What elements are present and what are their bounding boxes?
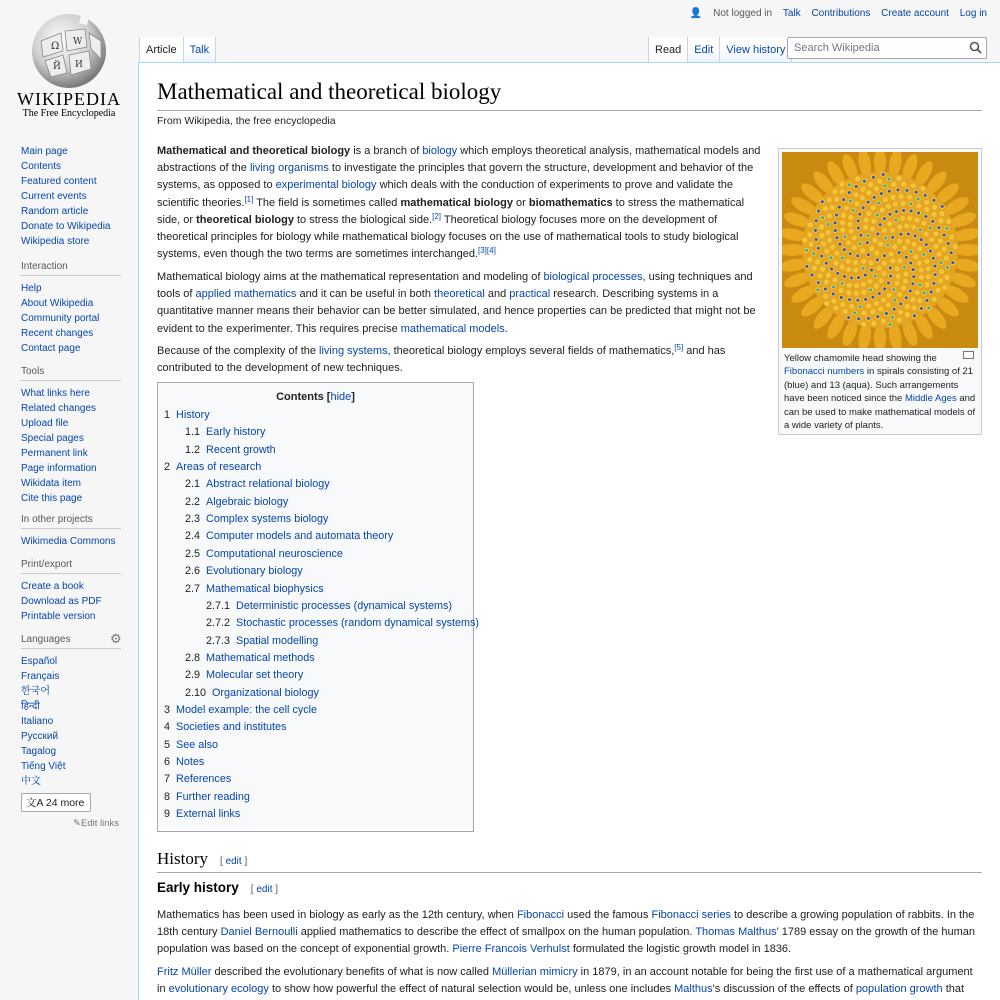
- toc-item[interactable]: [164, 789, 250, 806]
- toc-item[interactable]: [185, 442, 276, 459]
- portal-heading: [21, 631, 122, 649]
- toc-number: 1.1: [185, 426, 201, 439]
- language-link[interactable]: हिन्दी: [21, 701, 40, 712]
- link-population-growth[interactable]: population growth: [855, 983, 943, 996]
- link-middle-ages[interactable]: Middle Ages: [904, 393, 957, 405]
- edit-section-early-history: [ edit ]: [250, 884, 279, 895]
- text: used the famous: [564, 909, 652, 921]
- svg-text:W: W: [73, 37, 83, 47]
- toc-item[interactable]: [164, 719, 286, 736]
- text: ' 1789 essay on the growth of the human population was based on the concept of exponential growth.: [157, 926, 976, 956]
- text: and can be used to make mathematical models of a wide variety of plants.: [784, 393, 976, 432]
- language-link[interactable]: Italiano: [21, 716, 54, 727]
- text: in spirals consisting of 21 (blue) and 13 (aqua). Such arrangements have been noticed since the: [784, 366, 974, 405]
- search-input[interactable]: [787, 37, 987, 59]
- sidebar-item-create-a-book[interactable]: Create a book: [21, 581, 84, 592]
- text: , theoretical biology employs several fields of mathematics,: [387, 345, 675, 357]
- text: , using techniques and tools of: [157, 271, 753, 301]
- toc-number: 2.4: [185, 530, 201, 543]
- citation-1[interactable]: [1]: [244, 194, 254, 204]
- toc-item[interactable]: [185, 685, 319, 702]
- toc-link[interactable]: Areas of research: [176, 461, 262, 474]
- link-practical[interactable]: practical: [509, 288, 551, 301]
- toc-number: 2.1: [185, 478, 201, 491]
- sidebar-item-wikipedia-store[interactable]: Wikipedia store: [21, 236, 90, 247]
- link-living-organisms[interactable]: living organisms: [249, 162, 329, 175]
- tab-edit[interactable]: Edit: [688, 37, 720, 62]
- citation-3[interactable]: [3]: [478, 246, 487, 256]
- svg-text:И: И: [75, 60, 83, 70]
- tagline: The Free Encyclopedia: [22, 108, 116, 119]
- sidebar-item-help[interactable]: Help: [21, 283, 42, 294]
- tab-article[interactable]: Article: [139, 37, 184, 62]
- toc-link[interactable]: Abstract relational biology: [206, 478, 330, 491]
- toc-number: 2.7.1: [206, 599, 231, 612]
- toc-link[interactable]: Model example: the cell cycle: [176, 703, 318, 716]
- translate-icon: 文A: [26, 797, 43, 809]
- intro-paragraph-3: [157, 343, 762, 377]
- section-heading-early-history: [157, 880, 278, 895]
- history-paragraph-1: [157, 907, 982, 959]
- toc-title: Contents [hide]: [276, 391, 355, 403]
- sidebar-item-printable-version[interactable]: Printable version: [21, 611, 96, 622]
- talk-link[interactable]: Talk: [782, 8, 801, 19]
- site-subtitle: From Wikipedia, the free encyclopedia: [157, 115, 336, 127]
- create-account-link[interactable]: Create account: [881, 8, 949, 19]
- text: and has contributed to the development of new techniques.: [157, 345, 726, 375]
- link-experimental-biology[interactable]: experimental biology: [275, 179, 377, 192]
- language-link[interactable]: Français: [21, 671, 60, 682]
- text: in 1879, in an account notable for being the first use of a mathematical argument in: [157, 966, 973, 996]
- language-link[interactable]: 한국어: [21, 686, 50, 697]
- toc-link[interactable]: Societies and institutes: [176, 721, 287, 734]
- toc-number: 3: [164, 703, 171, 716]
- text: to stress the biological side.: [293, 213, 433, 226]
- text: to describe a growing population of rabbits. In the 18th century: [157, 909, 975, 939]
- toc-link[interactable]: Recent growth: [206, 443, 276, 456]
- tab-view-history[interactable]: View history: [720, 37, 792, 62]
- toc-item[interactable]: [164, 754, 204, 771]
- edit-links-label: Edit links: [80, 818, 119, 829]
- toc-number: 4: [164, 721, 171, 734]
- svg-text:Ω: Ω: [51, 41, 60, 52]
- languages-heading: Languages: [21, 634, 71, 645]
- wordmark: WIKIPEDIA: [17, 89, 121, 109]
- toc-item[interactable]: [206, 598, 452, 615]
- toc-title-label: Contents: [276, 391, 324, 403]
- link-fibonacci[interactable]: Fibonacci: [516, 909, 565, 921]
- text: Yellow chamomile head showing the: [784, 353, 937, 364]
- toc-item[interactable]: [164, 407, 210, 424]
- toc-number: 2.7.2: [206, 617, 231, 630]
- chamomile-image[interactable]: [782, 152, 978, 348]
- wikipedia-logo[interactable]: [0, 0, 138, 130]
- citation-2[interactable]: [2]: [432, 211, 442, 221]
- search-placeholder: Search Wikipedia: [794, 42, 880, 54]
- toc-link[interactable]: Further reading: [176, 790, 250, 803]
- link-thomas-malthus[interactable]: Thomas Malthus: [695, 926, 777, 939]
- image-caption: [782, 348, 978, 432]
- toc-number: 2.9: [185, 669, 201, 682]
- toc-item[interactable]: [164, 737, 218, 754]
- citation-4[interactable]: [4]: [486, 246, 496, 256]
- interaction-portal: [21, 261, 121, 356]
- text: to show how powerful the effect of natural selection would be, unless one includes: [268, 983, 675, 996]
- user-icon: 👤: [689, 8, 703, 19]
- gear-icon[interactable]: ⚙: [110, 631, 122, 646]
- portal-heading: Interaction: [21, 261, 121, 276]
- sidebar-item-main-page[interactable]: Main page: [21, 146, 68, 157]
- toc-link[interactable]: Deterministic processes (dynamical systems): [236, 599, 453, 612]
- toc-number: 5: [164, 738, 171, 751]
- toc-link[interactable]: Algebraic biology: [206, 495, 289, 508]
- toc-link[interactable]: History: [176, 409, 210, 421]
- sidebar-item-page-information[interactable]: Page information: [21, 463, 97, 474]
- bold-term: Mathematical and theoretical biology: [157, 145, 351, 157]
- link-verhulst[interactable]: Pierre Francois Verhulst: [452, 943, 570, 956]
- navigation-portal: [21, 144, 121, 249]
- text: that: [942, 983, 965, 996]
- log-in-link[interactable]: Log in: [959, 8, 987, 19]
- infobox-image-frame: [778, 148, 982, 435]
- section-title: Early history: [157, 880, 239, 895]
- toc-item[interactable]: [185, 650, 315, 667]
- toc-link[interactable]: Computer models and automata theory: [206, 530, 394, 543]
- toc-number: 2.6: [185, 565, 201, 578]
- text: research. Describing systems in a quantitative manner means their behavior can be better simulated, and hence properties can be predicted that might not be evident to the experimenter. This requires precise: [157, 288, 756, 335]
- view-tabs: [648, 37, 792, 62]
- text: is a branch of: [350, 145, 423, 157]
- not-logged-in-label: Not logged in: [713, 8, 773, 19]
- toc-link[interactable]: Complex systems biology: [206, 513, 329, 526]
- intro-paragraph-1: [157, 143, 762, 263]
- link-fibonacci-series[interactable]: Fibonacci series: [651, 909, 731, 921]
- toc-link[interactable]: Stochastic processes (random dynamical systems): [236, 617, 480, 630]
- text: The field is sometimes called: [253, 196, 401, 209]
- portal-heading: Tools: [21, 366, 121, 381]
- sidebar-item-contents[interactable]: Contents: [21, 161, 62, 172]
- text: and: [484, 288, 510, 301]
- text: which employs theoretical analysis, mathematical models and abstractions of the: [157, 145, 761, 175]
- toc-link[interactable]: Early history: [206, 426, 266, 439]
- bold-term: theoretical biology: [196, 213, 294, 226]
- wikipedia-globe-icon: [29, 11, 109, 89]
- toc-item[interactable]: [164, 806, 240, 823]
- intro-paragraph-2: [157, 269, 762, 338]
- sidebar-item-recent-changes[interactable]: Recent changes: [21, 328, 94, 339]
- toc-item[interactable]: [185, 581, 324, 598]
- pencil-icon: ✎: [73, 818, 81, 829]
- toc-item[interactable]: [185, 494, 288, 511]
- text: and it can be useful in both: [296, 288, 435, 301]
- text: .: [504, 322, 508, 335]
- more-languages-label: 24 more: [45, 797, 85, 809]
- text: Mathematical biology aims at the mathematical representation and modeling of: [157, 271, 544, 283]
- link-evolutionary-ecology[interactable]: evolutionary ecology: [168, 983, 269, 996]
- bold-term: mathematical biology: [400, 196, 513, 209]
- sidebar-item-what-links-here[interactable]: What links here: [21, 388, 90, 399]
- page-title: Mathematical and theoretical biology: [157, 78, 982, 111]
- toc-number: 2: [164, 461, 171, 474]
- toc-link[interactable]: Spatial modelling: [236, 634, 319, 647]
- toc-number: 8: [164, 790, 171, 803]
- link-mullerian-mimicry[interactable]: Müllerian mimicry: [492, 966, 578, 978]
- sidebar-item-special-pages[interactable]: Special pages: [21, 433, 84, 444]
- toc-item[interactable]: [185, 546, 343, 563]
- toc-item[interactable]: [185, 511, 328, 528]
- toc-item[interactable]: [164, 702, 317, 719]
- sidebar-item-related-changes[interactable]: Related changes: [21, 403, 97, 414]
- more-languages-button[interactable]: [21, 793, 91, 812]
- text: which deals with the conduction of experiments to prove and validate the scientific theories.: [157, 179, 734, 209]
- section-heading-history: [157, 849, 982, 873]
- text: applied mathematics to describe the effect of smallpox on the human population.: [297, 926, 696, 939]
- tab-talk[interactable]: Talk: [184, 37, 217, 62]
- toc-number: 1: [164, 409, 171, 421]
- link-living-systems[interactable]: living systems: [319, 345, 388, 357]
- toc-number: 2.2: [185, 495, 201, 508]
- projects-portal: [21, 514, 121, 549]
- link-mathematical-models[interactable]: mathematical models: [400, 322, 505, 335]
- toc-number: 6: [164, 756, 171, 768]
- language-link[interactable]: 中文: [21, 776, 41, 787]
- toc-link[interactable]: Notes: [176, 756, 205, 768]
- toc-item[interactable]: [185, 528, 393, 545]
- toc-number: 2.10: [185, 686, 207, 699]
- sidebar-item-random-article[interactable]: Random article: [21, 206, 89, 217]
- sidebar-item-permanent-link[interactable]: Permanent link: [21, 448, 88, 459]
- link-malthus[interactable]: Malthus: [674, 983, 713, 996]
- link-fritz-muller[interactable]: Fritz Müller: [157, 966, 212, 978]
- sidebar-item-upload-file[interactable]: Upload file: [21, 418, 69, 429]
- language-link[interactable]: Tagalog: [21, 746, 57, 757]
- language-link[interactable]: Русский: [21, 731, 59, 742]
- link-biological-processes[interactable]: biological processes: [543, 271, 643, 283]
- toc-item[interactable]: [185, 563, 303, 580]
- link-daniel-bernoulli[interactable]: Daniel Bernoulli: [220, 926, 298, 939]
- link-applied-mathematics[interactable]: applied mathematics: [195, 288, 297, 301]
- language-link[interactable]: Español: [21, 656, 58, 667]
- sidebar-item-download-as-pdf[interactable]: Download as PDF: [21, 596, 102, 607]
- sidebar-item-community-portal[interactable]: Community portal: [21, 313, 100, 324]
- sidebar-item-wikimedia-commons[interactable]: Wikimedia Commons: [21, 536, 116, 547]
- personal-tools: [674, 8, 987, 19]
- toc-number: 2.5: [185, 547, 201, 560]
- toc-number: 2.8: [185, 651, 201, 664]
- bold-term: biomathematics: [528, 196, 613, 209]
- toc-item[interactable]: [185, 667, 303, 684]
- toc-link[interactable]: References: [176, 773, 232, 786]
- toc-number: 2.7: [185, 582, 201, 595]
- namespace-tabs: [139, 37, 216, 62]
- sidebar-item-current-events[interactable]: Current events: [21, 191, 87, 202]
- toc-item[interactable]: [164, 459, 261, 476]
- print-portal: [21, 559, 121, 624]
- sidebar-item-cite-this-page[interactable]: Cite this page: [21, 493, 83, 504]
- enlarge-icon[interactable]: [963, 351, 974, 359]
- toc-number: 2.7.3: [206, 634, 231, 647]
- sidebar-item-donate-to-wikipedia[interactable]: Donate to Wikipedia: [21, 221, 111, 232]
- language-link[interactable]: Tiếng Việt: [21, 761, 66, 772]
- toc-link[interactable]: Organizational biology: [212, 686, 319, 699]
- edit-links[interactable]: [21, 818, 121, 829]
- toc-link[interactable]: Mathematical biophysics: [206, 582, 324, 595]
- text: described the evolutionary benefits of what is now called: [211, 966, 493, 978]
- section-title: History: [157, 849, 208, 868]
- toc-item[interactable]: [164, 771, 231, 788]
- svg-text:Й: Й: [53, 62, 61, 72]
- sidebar-item-contact-page[interactable]: Contact page: [21, 343, 81, 354]
- toc-item[interactable]: [185, 424, 265, 441]
- edit-link[interactable]: edit: [256, 884, 273, 895]
- sidebar-item-about-wikipedia[interactable]: About Wikipedia: [21, 298, 94, 309]
- text: Theoretical biology focuses more on the development of theoretical principles for biology while mathematical biology focuses on the use of mathematical tools to study biological systems, even though the two terms are sometimes interchanged.: [157, 213, 739, 261]
- table-of-contents: [157, 382, 480, 832]
- toc-link[interactable]: Mathematical methods: [206, 651, 315, 664]
- contributions-link[interactable]: Contributions: [811, 8, 871, 19]
- portal-heading: Print/export: [21, 559, 121, 574]
- tab-read[interactable]: Read: [648, 37, 688, 62]
- toc-hide-link[interactable]: hide: [330, 391, 352, 403]
- history-paragraph-2: [157, 964, 982, 998]
- toc-link[interactable]: Molecular set theory: [206, 669, 304, 682]
- toc-number: 7: [164, 773, 171, 786]
- toc-item[interactable]: [206, 615, 479, 632]
- portal-heading: In other projects: [21, 514, 121, 529]
- languages-portal: [21, 631, 122, 829]
- sidebar-item-wikidata-item[interactable]: Wikidata item: [21, 478, 82, 489]
- toc-link[interactable]: Computational neuroscience: [206, 547, 343, 560]
- toc-number: 9: [164, 808, 171, 821]
- text: to stress the mathematical side, or: [157, 196, 745, 226]
- text: formulated the logistic growth model in 1836.: [569, 943, 792, 956]
- text: or: [512, 196, 529, 209]
- link-fibonacci-numbers[interactable]: Fibonacci numbers: [784, 366, 865, 378]
- search-icon[interactable]: [969, 41, 982, 54]
- sidebar-item-featured-content[interactable]: Featured content: [21, 176, 97, 187]
- text: Mathematics has been used in biology as early as the 12th century, when: [157, 909, 517, 921]
- toc-item[interactable]: [185, 476, 330, 493]
- toc-link[interactable]: Evolutionary biology: [206, 565, 303, 578]
- edit-link[interactable]: edit: [225, 856, 242, 867]
- toc-link[interactable]: External links: [176, 808, 241, 821]
- toc-link[interactable]: See also: [176, 738, 219, 751]
- link-biology[interactable]: biology: [422, 145, 458, 157]
- text: Because of the complexity of the: [157, 345, 320, 357]
- tools-portal: [21, 366, 121, 506]
- link-theoretical[interactable]: theoretical: [434, 288, 485, 301]
- not-logged-in: [682, 8, 772, 19]
- text: to investigate the principles that govern the structure, development and behavior of the systems, as opposed to: [157, 162, 754, 192]
- toc-number: 2.3: [185, 513, 201, 526]
- text: 's discussion of the effects of: [712, 983, 856, 996]
- toc-item[interactable]: [206, 633, 318, 650]
- edit-section-history: [ edit ]: [220, 856, 248, 867]
- toc-number: 1.2: [185, 443, 201, 456]
- citation-5[interactable]: [5]: [674, 343, 684, 352]
